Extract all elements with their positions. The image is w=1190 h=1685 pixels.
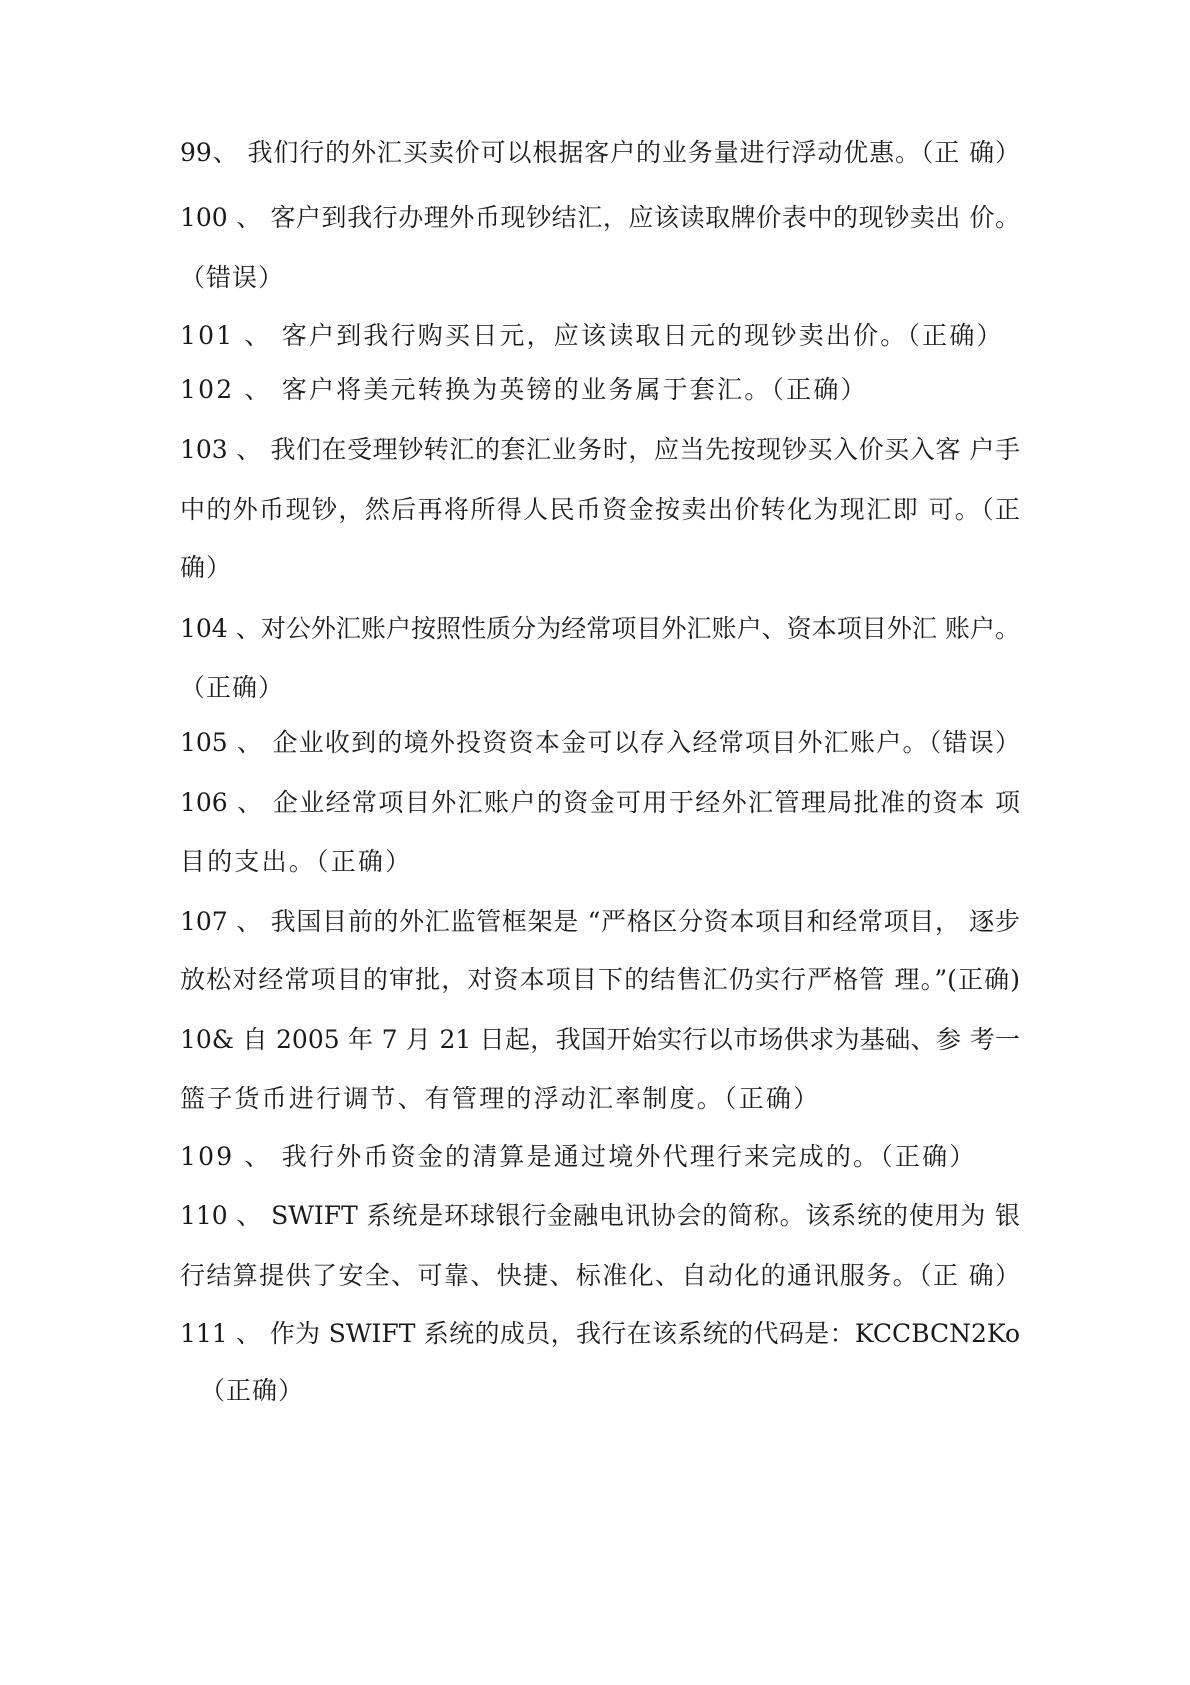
text-line: 101 、 客户到我行购买日元，应该读取日元的现钞卖出价。（正确） [180,321,1004,350]
text-line: 中的外币现钞，然后再将所得人民币资金按卖出价转化为现汇即 可。（正 [180,495,1020,524]
text-line: 103 、 我们在受理钞转汇的套汇业务时，应当先按现钞买入价买入客 户手 [180,435,1020,464]
text-line: 106 、 企业经常项目外汇账户的资金可用于经外汇管理局批准的资本 项 [180,788,1020,817]
text-line: 107 、 我国目前的外汇监管框架是 “严格区分资本项目和经常项目， 逐步 [180,907,1020,936]
text-line: 104 、对公外汇账户按照性质分为经常项目外汇账户、资本项目外汇 账户。 [180,614,1020,643]
text-line: 100 、 客户到我行办理外币现钞结汇，应该读取牌价表中的现钞卖出 价。 [180,203,1020,232]
text-line: （正确） [200,1376,305,1405]
text-line: 放松对经常项目的审批，对资本项目下的结售汇仍实行严格管 理。”(正确) [180,965,1020,994]
text-line: （正确） [180,673,285,702]
text-line: （错误） [180,263,285,292]
text-line: 确） [180,553,233,582]
text-line: 10& 自 2005 年 7 月 21 日起，我国开始实行以市场供求为基础、参 考一 [180,1025,1020,1054]
text-line: 篮子货币进行调节、有管理的浮动汇率制度。（正确） [180,1084,821,1113]
text-line: 105 、 企业收到的境外投资资本金可以存入经常项目外汇账户。（错误） [180,728,1020,757]
text-line: 目的支出。（正确） [180,847,413,876]
text-line: 110 、 SWIFT 系统是环球银行金融电讯协会的简称。该系统的使用为 银 [180,1201,1020,1230]
text-line: 102 、 客户将美元转换为英镑的业务属于套汇。（正确） [180,375,868,404]
text-line: 109 、 我行外币资金的清算是通过境外代理行来完成的。（正确） [180,1142,977,1171]
text-line: 111 、 作为 SWIFT 系统的成员，我行在该系统的代码是：KCCBCN2Ko [180,1319,1020,1348]
text-line: 行结算提供了安全、可靠、快捷、标准化、自动化的通讯服务。（正 确） [180,1261,1020,1290]
text-line: 99、 我们行的外汇买卖价可以根据客户的业务量进行浮动优惠。（正 确） [180,138,1020,167]
